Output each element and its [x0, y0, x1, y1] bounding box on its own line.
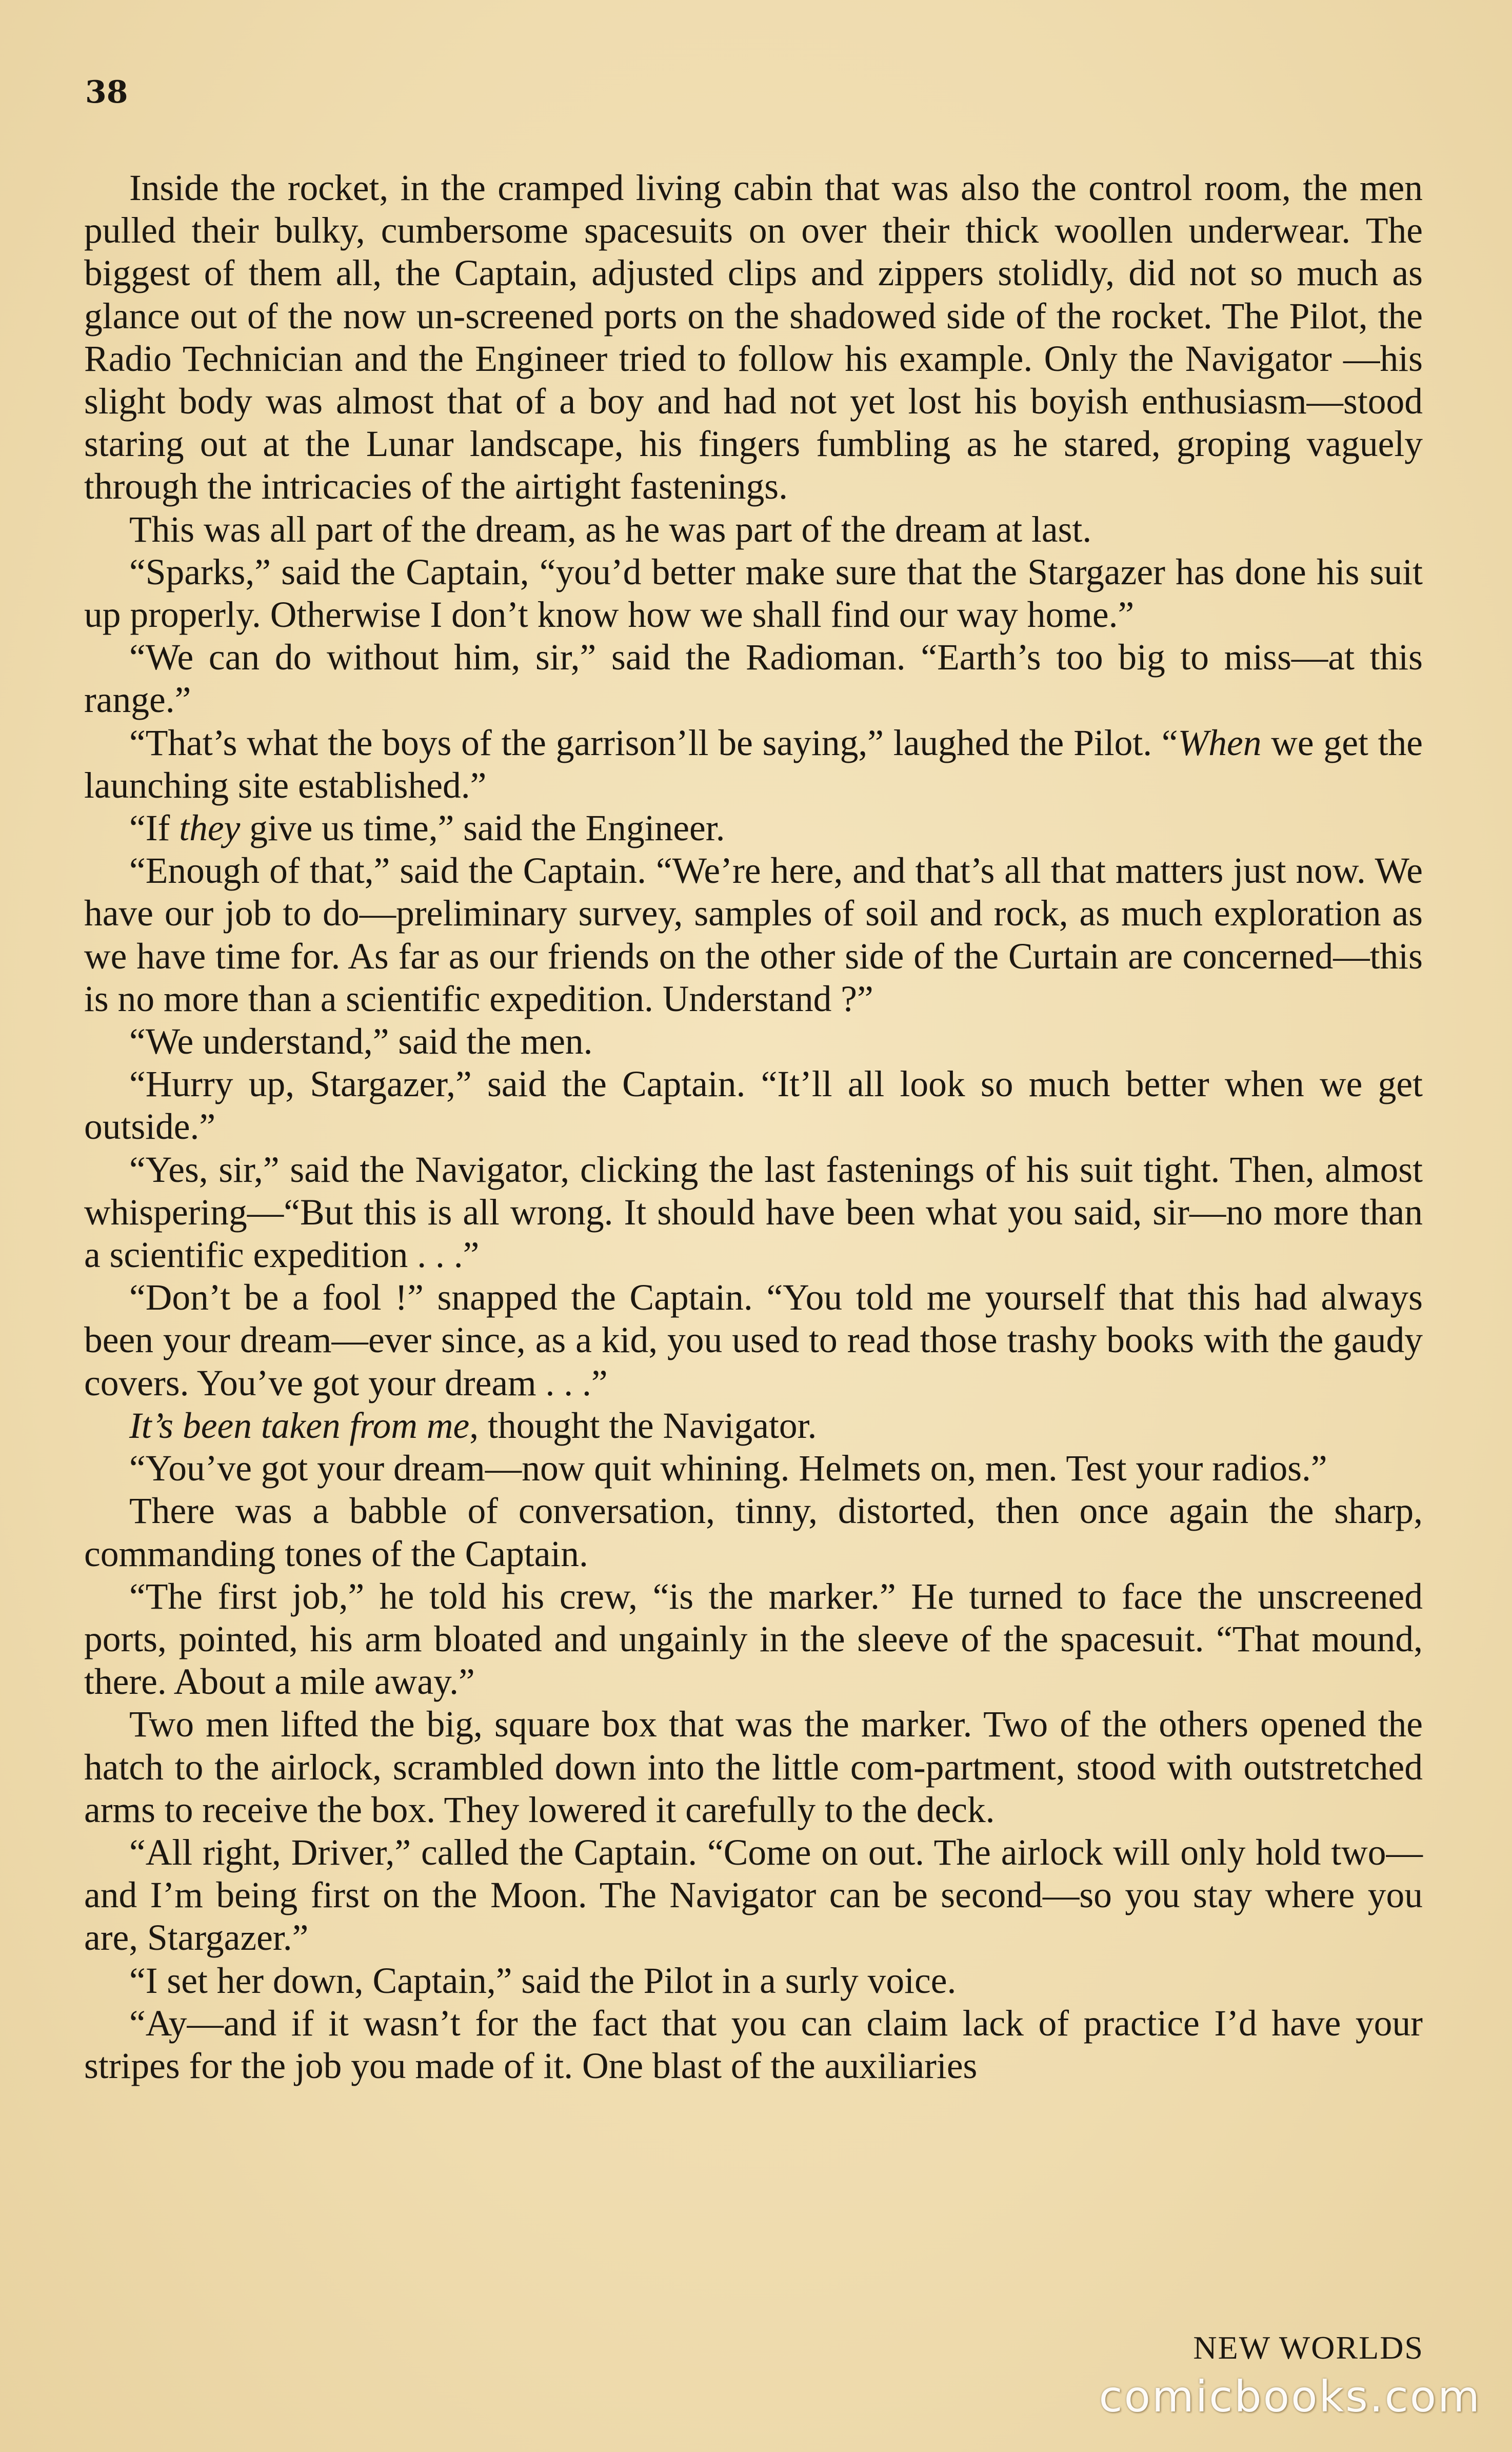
text-run: give us time,” said the Engineer. [240, 808, 725, 849]
paragraph: Two men lifted the big, square box that was the marker. Two of the others opened the hatch to the airlock, scrambled down into the little com-partment, stood with outstretched arms to receive the box. They lowered it carefully to the deck. [84, 1704, 1423, 1830]
running-footer: NEW WORLDS [1193, 2329, 1424, 2366]
paragraph [84, 1405, 1423, 1447]
paragraph: “Sparks,” said the Captain, “you’d better make sure that the Stargazer has done his suit up properly. Otherwise I don’t know how we shall find our way home.” [84, 551, 1423, 636]
paragraph: “The first job,” he told his crew, “is the marker.” He turned to face the unscreened ports, pointed, his arm bloated and ungainly in the sleeve of the spacesuit. “That mound, there. About a mile away.” [84, 1576, 1423, 1703]
paragraph: “We can do without him, sir,” said the Radioman. “Earth’s too big to miss—at this range.” [84, 637, 1423, 721]
paragraph: “You’ve got your dream—now quit whining. Helmets on, men. Test your radios.” [129, 1448, 1327, 1489]
paragraph: “Hurry up, Stargazer,” said the Captain. “It’ll all look so much better when we get outside.” [84, 1064, 1423, 1148]
emphasis: When [1178, 722, 1262, 763]
paragraph: There was a babble of conversation, tinny, distorted, then once again the sharp, commanding tones of the Captain. [84, 1491, 1423, 1574]
paragraph [84, 807, 1423, 849]
emphasis: It’s been taken from me [129, 1405, 470, 1446]
watermark: comicbooks.com [1099, 2371, 1481, 2422]
paragraph: “Enough of that,” said the Captain. “We’re here, and that’s all that matters just now. We have our job to do—preliminary survey, samples of soil and rock, as much exploration as we have time for. As far as our friends on the other side of the Curtain are concerned—this is no more than a scientific expedition. Understand ?” [84, 851, 1423, 1019]
text-run: “If [129, 808, 180, 849]
paragraph: “We understand,” said the men. [129, 1021, 593, 1062]
emphasis: they [179, 808, 241, 849]
paragraph: “Yes, sir,” said the Navigator, clicking the last fastenings of his suit tight. Then, almost whispering—“But this is all wrong. It should have been what you said, sir—no more than a scientific expedition . . .” [84, 1149, 1423, 1276]
text-run: , thought the Navigator. [469, 1405, 817, 1446]
text-run: we get the launching site established.” [84, 722, 1423, 806]
story-text [84, 167, 1423, 2087]
paragraph: “Ay—and if it wasn’t for the fact that you can claim lack of practice I’d have your stripes for the job you made of it. One blast of the auxiliaries [84, 2003, 1423, 2086]
text-run: “That’s what the boys of the garrison’ll be saying,” laughed the Pilot. “ [129, 722, 1178, 763]
paragraph: “Don’t be a fool !” snapped the Captain. “You told me yourself that this had always been your dream—ever since, as a kid, you used to read those trashy books with the gaudy covers. You’ve got your dream . . .” [84, 1277, 1423, 1403]
page-number: 38 [85, 74, 128, 110]
paragraph: “All right, Driver,” called the Captain. “Come on out. The airlock will only hold two—and I’m being first on the Moon. The Navigator can be second—so you stay where you are, Stargazer.” [84, 1832, 1423, 1959]
paragraph [84, 722, 1423, 807]
paragraph: This was all part of the dream, as he was part of the dream at last. [129, 509, 1092, 550]
paragraph: Inside the rocket, in the cramped living cabin that was also the control room, the men pulled their bulky, cumbersome spacesuits on over their thick woollen underwear. The biggest of them all, the Captain, adjusted clips and zippers stolidly, did not so much as glance out of the now un-screened ports on the shadowed side of the rocket. The Pilot, the Radio Technician and the Engineer tried to follow his example. Only the Navigator —his slight body was almost that of a boy and had not yet lost his boyish enthusiasm—stood staring out at the Lunar landscape, his fingers fumbling as he stared, groping vaguely through the intricacies of the airtight fastenings. [84, 168, 1423, 507]
paragraph: “I set her down, Captain,” said the Pilot in a surly voice. [129, 1960, 957, 2001]
